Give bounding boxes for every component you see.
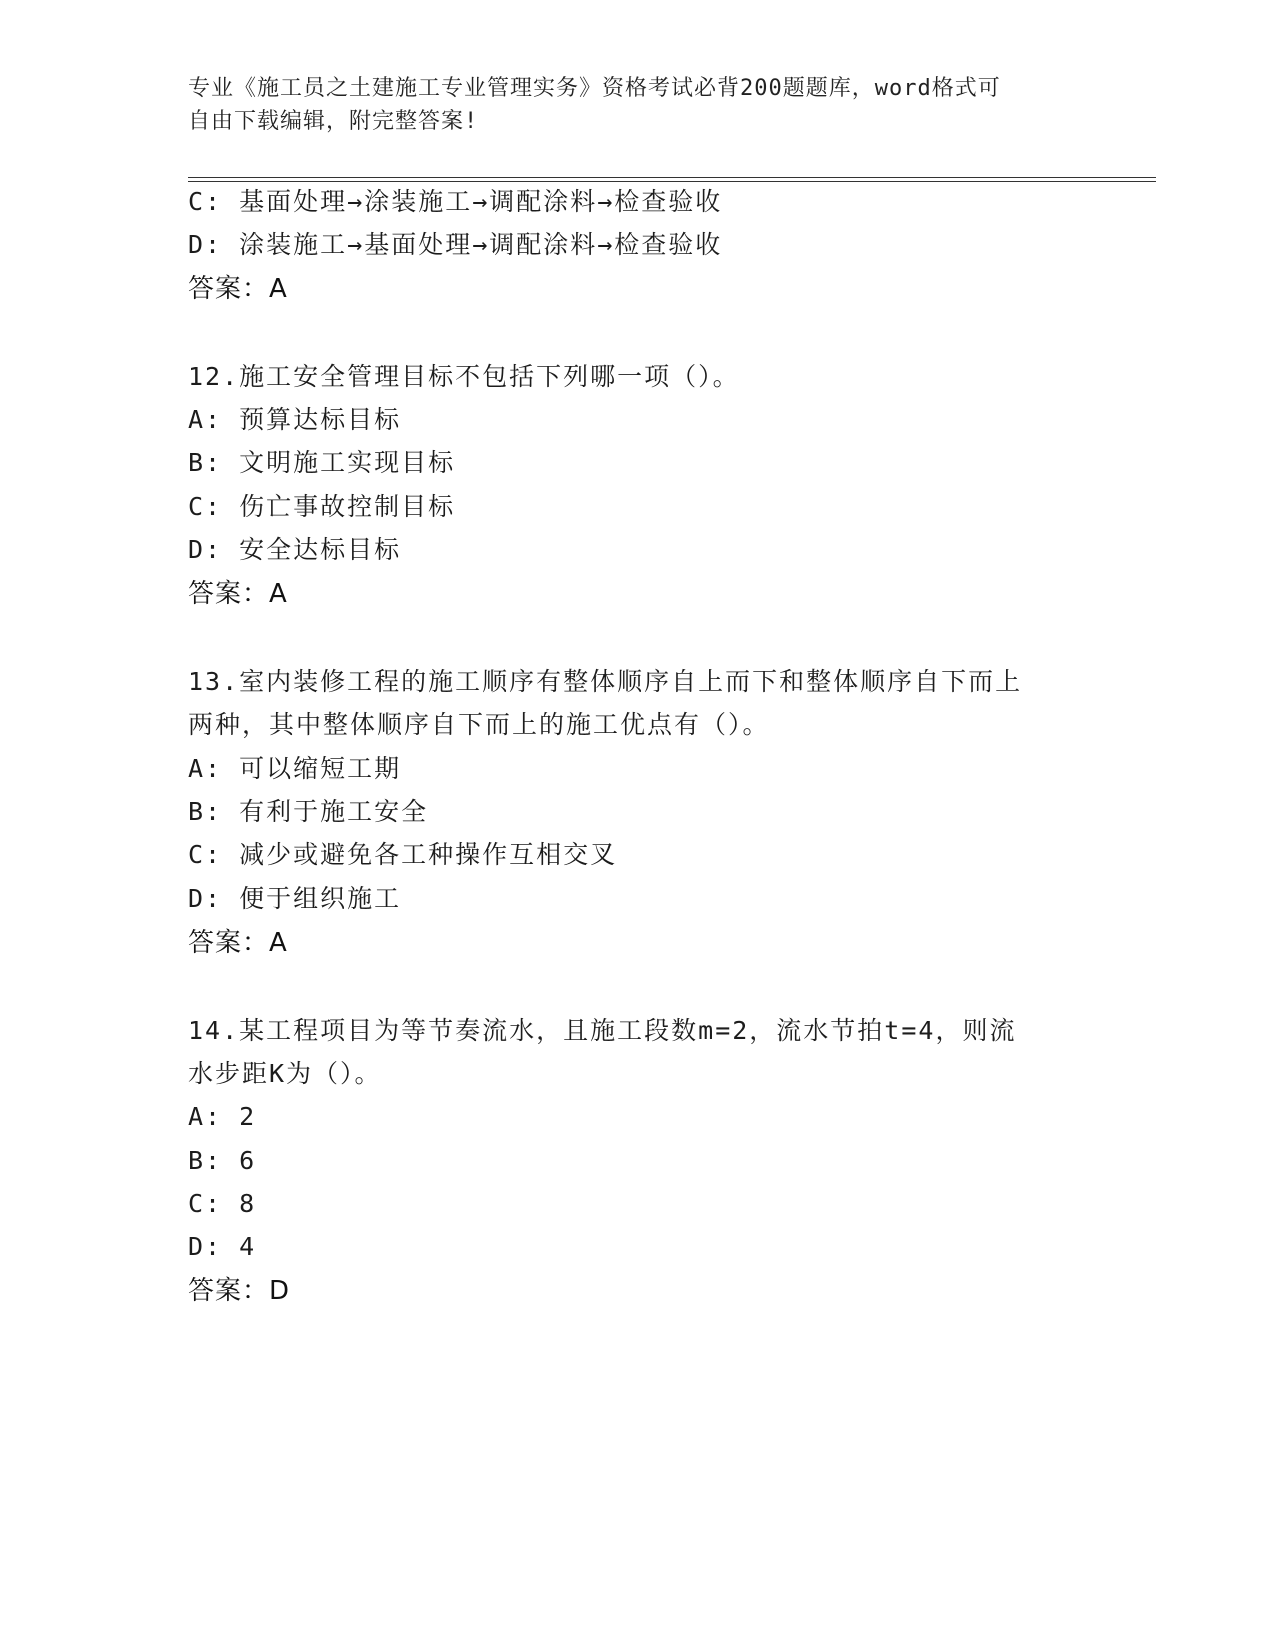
q13-option-a: A: 可以缩短工期 xyxy=(188,754,402,783)
header-title-line-1: 专业《施工员之土建施工专业管理实务》资格考试必背200题题库，word格式可 xyxy=(188,76,1001,101)
prev-option-c: C: 基面处理→涂装施工→调配涂料→检查验收 xyxy=(188,187,723,216)
q12-stem: 12.施工安全管理目标不包括下列哪一项（）。 xyxy=(188,362,740,391)
document-header xyxy=(188,72,1088,138)
q13-option-c: C: 减少或避免各工种操作互相交叉 xyxy=(188,840,618,869)
q14-stem-line-1: 14.某工程项目为等节奏流水，且施工段数m=2，流水节拍t=4，则流 xyxy=(188,1016,1017,1045)
q14-stem-line-2: 水步距K为（）。 xyxy=(188,1059,382,1088)
q12-option-a: A: 预算达标目标 xyxy=(188,405,402,434)
q12-option-d: D: 安全达标目标 xyxy=(188,535,402,564)
q13-answer: 答案：A xyxy=(188,928,288,958)
q14-answer: 答案：D xyxy=(188,1276,291,1306)
q14-option-b: B: 6 xyxy=(188,1146,257,1175)
q13-stem-line-1: 13.室内装修工程的施工顺序有整体顺序自上而下和整体顺序自下而上 xyxy=(188,667,1023,696)
header-divider xyxy=(188,177,1156,182)
q12-option-c: C: 伤亡事故控制目标 xyxy=(188,492,456,521)
q12-answer: 答案：A xyxy=(188,579,288,609)
q13-option-b: B: 有利于施工安全 xyxy=(188,797,429,826)
prev-answer: 答案：A xyxy=(188,274,288,304)
q14-option-c: C: 8 xyxy=(188,1189,257,1218)
q14-option-d: D: 4 xyxy=(188,1232,257,1261)
header-title-line-2: 自由下载编辑，附完整答案! xyxy=(188,109,479,134)
q13-option-d: D: 便于组织施工 xyxy=(188,884,402,913)
prev-option-d: D: 涂装施工→基面处理→调配涂料→检查验收 xyxy=(188,230,723,259)
q12-option-b: B: 文明施工实现目标 xyxy=(188,448,456,477)
q13-stem-line-2: 两种，其中整体顺序自下而上的施工优点有（）。 xyxy=(188,710,770,739)
q14-option-a: A: 2 xyxy=(188,1102,257,1131)
